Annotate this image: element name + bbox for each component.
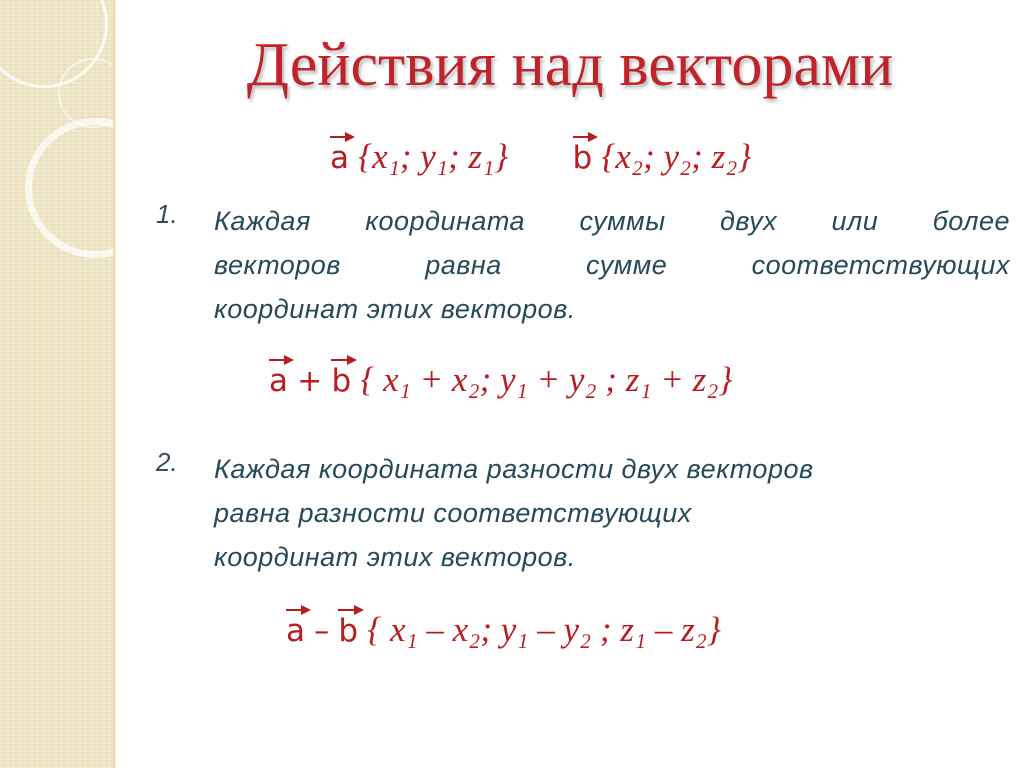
vector-b: b xyxy=(572,140,593,176)
sum-coordinates: { x₁ + x₂; y₁ + y₂ ; z₁ + z₂} xyxy=(360,360,733,399)
slide-content xyxy=(116,0,1024,768)
vector-b: b xyxy=(331,363,352,399)
rule-line: Каждая координата суммы двух или более xyxy=(214,206,1010,236)
vector-definition-formula xyxy=(330,137,751,177)
vector-a: a xyxy=(330,140,349,176)
vector-sum-formula xyxy=(269,360,732,400)
rule-line: Каждая координата разности двух векторов xyxy=(214,454,814,484)
rule-text xyxy=(214,447,1014,579)
decorative-side-band xyxy=(0,0,113,768)
rule-line: равна разности соответствующих xyxy=(214,498,692,528)
vector-difference-formula xyxy=(286,610,721,650)
rule-line: координат этих векторов. xyxy=(214,294,576,324)
vector-b: b xyxy=(338,613,359,649)
vector-a: a xyxy=(269,363,288,399)
rule-number: 2. xyxy=(156,447,178,477)
minus-operator: – xyxy=(314,614,330,649)
rule-text xyxy=(214,199,1010,331)
slide-title: Действия над векторами xyxy=(246,31,894,99)
difference-coordinates: { x₁ – x₂; y₁ – y₂ ; z₁ – z₂} xyxy=(367,610,721,649)
vector-a-coordinates: {x₁; y₁; z₁} xyxy=(358,137,509,176)
rule-line: векторов равна сумме соответствующих xyxy=(214,250,1010,280)
plus-operator: + xyxy=(297,364,323,399)
vector-b-coordinates: {x₂; y₂; z₂} xyxy=(601,137,752,176)
rule-line: координат этих векторов. xyxy=(214,542,576,572)
vector-a: a xyxy=(286,613,305,649)
rule-number: 1. xyxy=(156,199,178,229)
